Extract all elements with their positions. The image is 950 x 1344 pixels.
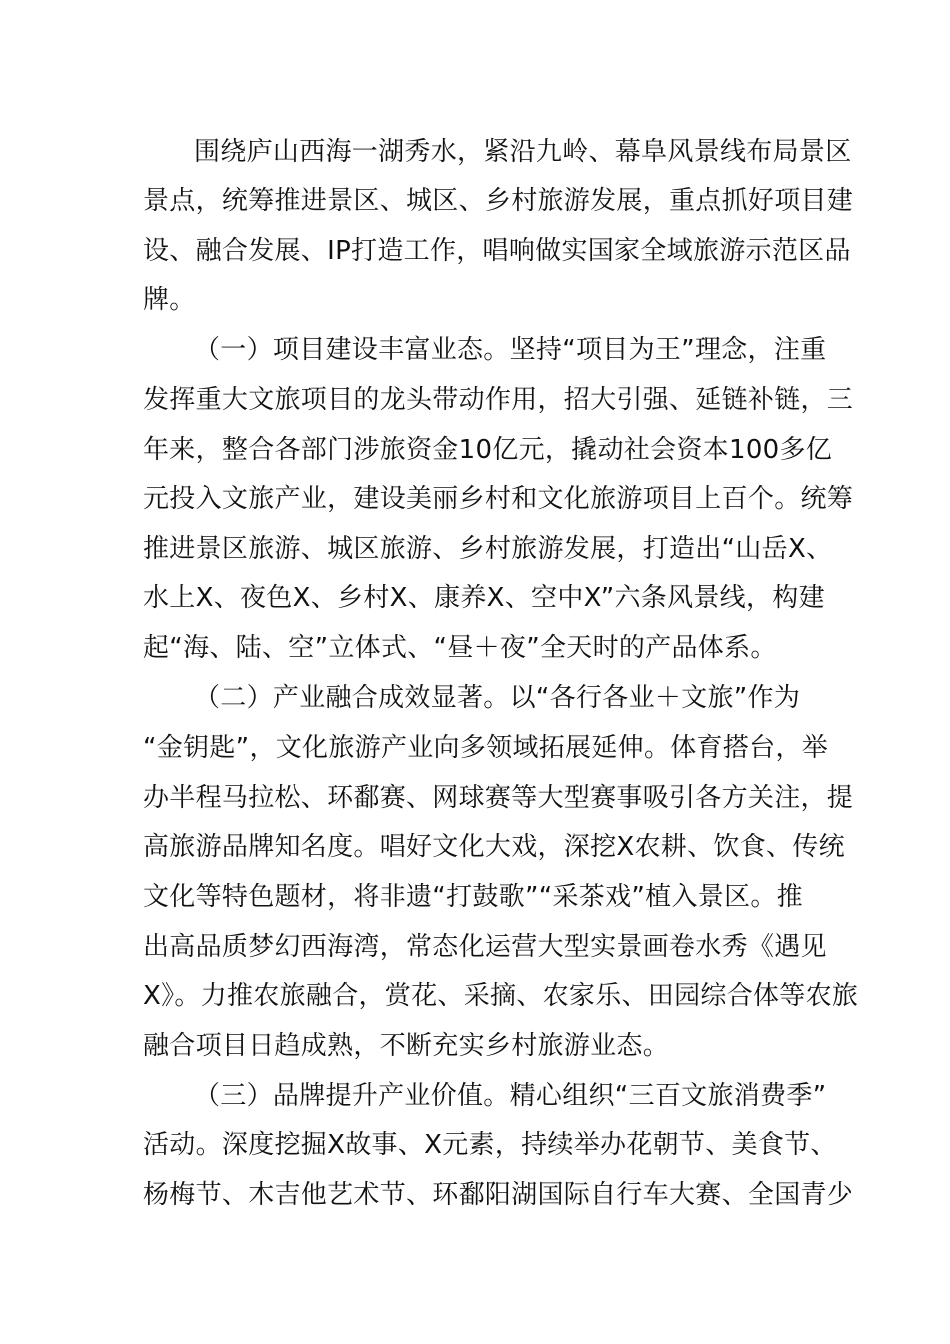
text-line: 牌。	[143, 285, 196, 315]
text-line: 杨梅节、木吉他艺术节、环鄱阳湖国际自行车大赛、全国青少	[143, 1180, 854, 1210]
text-line: 办半程马拉松、环鄱赛、网球赛等大型赛事吸引各方关注，提	[143, 783, 854, 813]
text-line: 推进景区旅游、城区旅游、乡村旅游发展，打造出“山岳X、	[143, 534, 833, 564]
text-line: 元投入文旅产业，建设美丽乡村和文化旅游项目上百个。统筹	[143, 484, 854, 514]
text-line: 活动。深度挖掘X故事、X元素，持续举办花朝节、美食节、	[143, 1130, 837, 1160]
text-line: （一）项目建设丰富业态。坚持“项目为王”理念，注重	[194, 335, 827, 365]
text-line: 起“海、陆、空”立体式、“昼＋夜”全天时的产品体系。	[143, 633, 777, 663]
text-line: 景点，统筹推进景区、城区、乡村旅游发展，重点抓好项目建	[143, 186, 854, 216]
text-line: “金钥匙”，文化旅游产业向多领域拓展延伸。体育搭台，举	[143, 733, 829, 763]
text-line: （三）品牌提升产业价值。精心组织“三百文旅消费季”	[194, 1081, 827, 1111]
text-line: 高旅游品牌知名度。唱好文化大戏，深挖X农耕、饮食、传统	[143, 832, 845, 862]
text-line: 设、融合发展、IP打造工作，唱响做实国家全域旅游示范区品	[143, 236, 851, 266]
text-line: （二）产业融合成效显著。以“各行各业＋文旅”作为	[194, 683, 801, 713]
text-line: 出高品质梦幻西海湾，常态化运营大型实景画卷水秀《遇见	[143, 932, 827, 962]
text-line: 年来，整合各部门涉旅资金10亿元，撬动社会资本100多亿	[143, 435, 833, 465]
text-line: 发挥重大文旅项目的龙头带动作用，招大引强、延链补链，三	[143, 385, 854, 415]
text-line: X》。力推农旅融合，赏花、采摘、农家乐、田园综合体等农旅	[143, 981, 859, 1011]
text-line: 围绕庐山西海一湖秀水，紧沿九岭、幕阜风景线布局景区	[194, 137, 852, 167]
text-line: 文化等特色题材，将非遗“打鼓歌”“采茶戏”植入景区。推	[143, 882, 803, 912]
text-line: 水上X、夜色X、乡村X、康养X、空中X”六条风景线，构建	[143, 583, 825, 613]
text-line: 融合项目日趋成熟，不断充实乡村旅游业态。	[143, 1031, 670, 1061]
